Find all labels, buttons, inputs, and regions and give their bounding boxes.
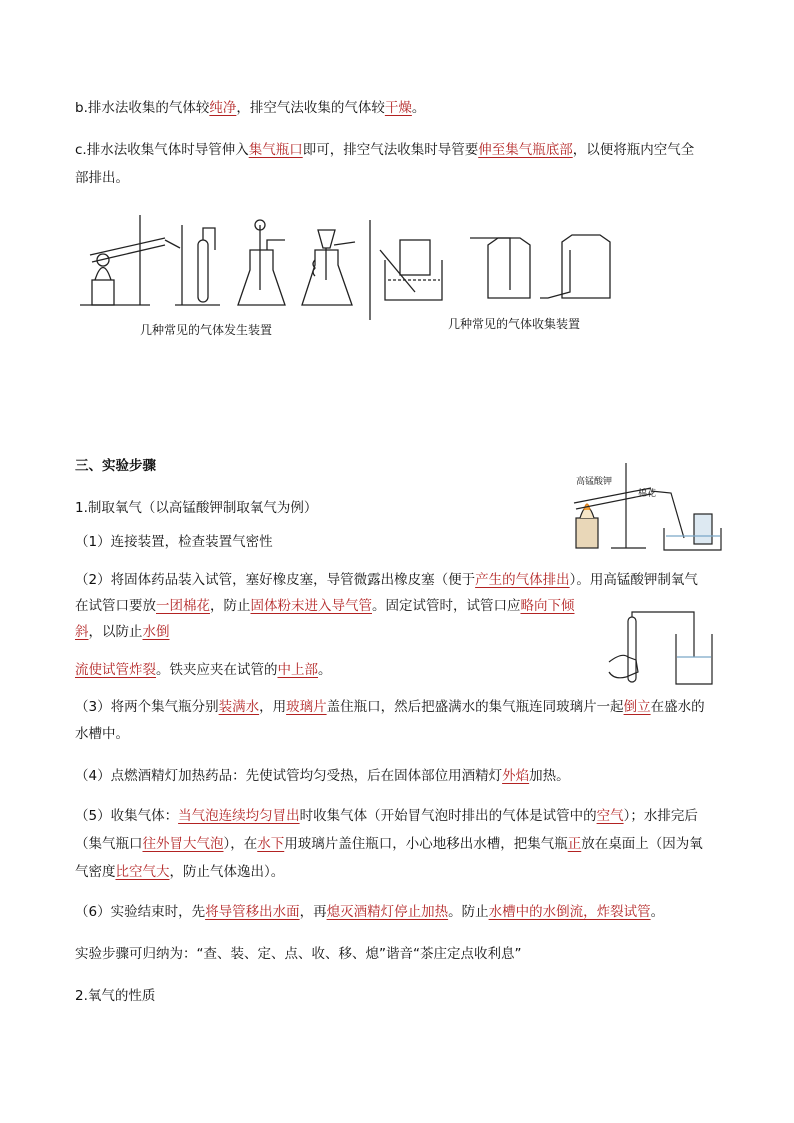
step1-item5-line1: （5）收集气体：当气泡连续均匀冒出时收集气体（开始冒气泡时排出的气体是试管中的空气）；水排完后 <box>75 808 698 824</box>
label-cotton: 棉花 <box>638 489 657 499</box>
step1-item2-line1: （2）将固体药品装入试管，塞好橡皮塞，导管微露出橡皮塞（便于产生的气体排出）。用高锰酸钾制氧气 <box>75 572 698 588</box>
para-b: b.排水法收集的气体较纯净，排空气法收集的气体较干燥。 <box>75 100 426 116</box>
apparatus-conical-flask <box>238 220 285 305</box>
airtightness-figure <box>604 612 724 690</box>
step1-item3-line2: 水槽中。 <box>75 726 129 742</box>
step1-item5-line2: （集气瓶口往外冒大气泡），在水下用玻璃片盖住瓶口，小心地移出水槽，把集气瓶正放在桌面上（因为氧 <box>75 836 703 852</box>
apparatus-test-tube <box>175 225 220 305</box>
caption-collection: 几种常见的气体收集装置 <box>448 317 581 331</box>
answer-bottle-bottom: 伸至集气瓶底部 <box>478 142 573 158</box>
apparatus-heating-tube <box>80 215 180 305</box>
step1-item2-line2: 在试管口要放一团棉花，防止固体粉末进入导气管。固定试管时，试管口应略向下倾 <box>75 598 575 614</box>
kmno4-setup-figure <box>566 458 726 553</box>
step1-item4: （4）点燃酒精灯加热药品：先使试管均匀受热，后在固体部位用酒精灯外焰加热。 <box>75 768 570 784</box>
collection-upward-bottle <box>470 238 530 298</box>
step2-title: 2.氧气的性质 <box>75 988 156 1004</box>
summary-mnemonic: 实验步骤可归纳为：“查、装、定、点、收、移、熄”谐音“茶庄定点收利息” <box>75 946 522 962</box>
caption-generation: 几种常见的气体发生装置 <box>140 323 273 337</box>
step1-item1: （1）连接装置，检查装置气密性 <box>75 534 273 550</box>
apparatus-separatory-flask <box>302 230 355 305</box>
step1-item6: （6）实验结束时，先将导管移出水面，再熄灭酒精灯停止加热。防止水槽中的水倒流，炸裂试管。 <box>75 904 665 920</box>
collection-downward-bottle <box>540 235 610 298</box>
para-c-line2: 部排出。 <box>75 170 129 186</box>
answer-pure: 纯净 <box>209 100 237 116</box>
answer-bottle-mouth: 集气瓶口 <box>248 142 303 158</box>
step1-item3-line1: （3）将两个集气瓶分别装满水，用玻璃片盖住瓶口，然后把盛满水的集气瓶连同玻璃片一起倒立在盛水的 <box>75 699 705 715</box>
section-title: 三、实验步骤 <box>75 458 156 474</box>
label-kmno4: 高锰酸钾 <box>576 477 613 487</box>
apparatus-figure <box>70 210 590 330</box>
collection-water-trough <box>380 240 442 300</box>
step1-title: 1.制取氧气（以高锰酸钾制取氧气为例） <box>75 500 318 516</box>
step1-item5-line3: 气密度比空气大，防止气体逸出）。 <box>75 864 285 880</box>
para-c-line1: c.排水法收集气体时导管伸入集气瓶口即可，排空气法收集时导管要伸至集气瓶底部，以便将瓶内空气全 <box>75 142 695 158</box>
step1-item2-line3: 斜，以防止水倒 <box>75 624 170 640</box>
answer-dry: 干燥 <box>384 100 412 116</box>
step1-item2-line4: 流使试管炸裂。铁夹应夹在试管的中上部。 <box>75 662 332 678</box>
